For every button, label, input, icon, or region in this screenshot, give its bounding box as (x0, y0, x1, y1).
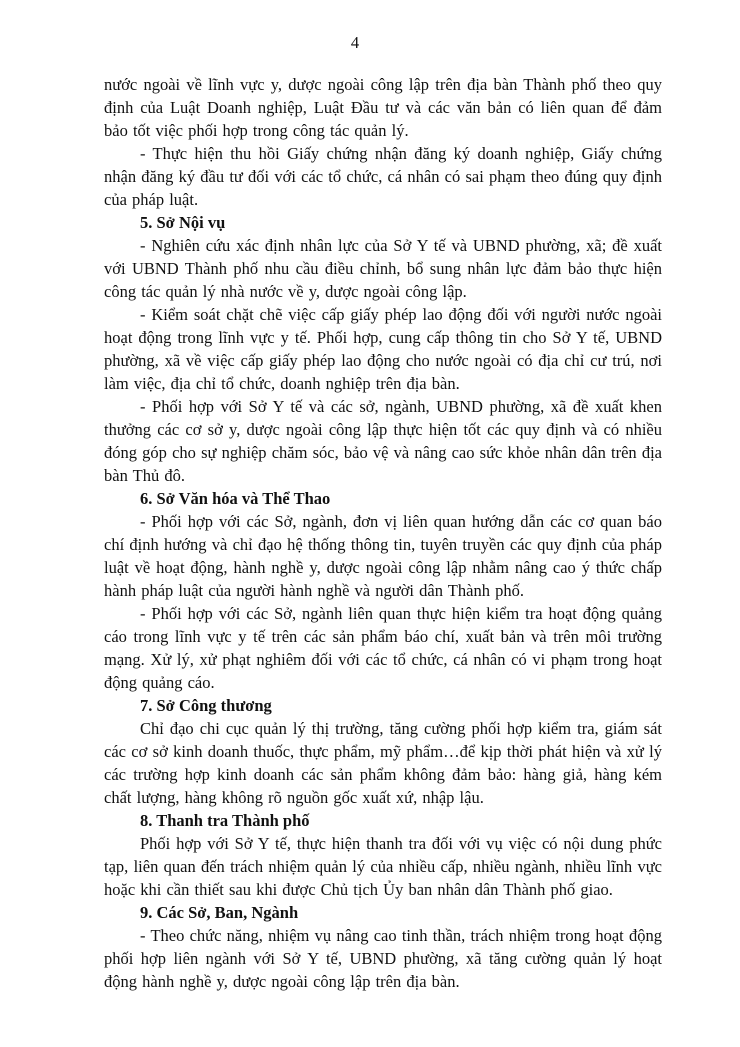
section-heading-7: 7. Sở Công thương (140, 696, 272, 715)
page-number (104, 33, 606, 53)
paragraph: - Theo chức năng, nhiệm vụ nâng cao tinh thần, trách nhiệm trong hoạt động phối hợp liên ngành với Sở Y tế, UBND phường, xã tăng cường quản lý hoạt động hành nghề y, dược ngoài công lập trên địa bàn. (104, 926, 662, 991)
paragraph: - Phối hợp với các Sở, ngành, đơn vị liên quan hướng dẫn các cơ quan báo chí định hướng và chỉ đạo hệ thống thông tin, tuyên truyền các quy định của pháp luật về hoạt động, hành nghề y, dược ngoài công lập nhằm nâng cao ý thức chấp hành pháp luật của người hành nghề và người dân Thành phố. (104, 512, 662, 600)
paragraph-continuation: nước ngoài về lĩnh vực y, dược ngoài công lập trên địa bàn Thành phố theo quy định của Luật Doanh nghiệp, Luật Đầu tư và các văn bản có liên quan để đảm bảo tốt việc phối hợp trong công tác quản lý. (104, 75, 662, 140)
section-heading-5: 5. Sở Nội vụ (140, 213, 226, 232)
page-number-text: 4 (350, 33, 360, 52)
paragraph: - Kiểm soát chặt chẽ việc cấp giấy phép lao động đối với người nước ngoài hoạt động trong lĩnh vực y tế. Phối hợp, cung cấp thông tin cho Sở Y tế, UBND phường, xã về việc cấp giấy phép lao động cho nước ngoài có địa chỉ cư trú, nơi làm việc, địa chỉ tổ chức, doanh nghiệp trên địa bàn. (104, 305, 662, 393)
paragraph: - Phối hợp với các Sở, ngành liên quan thực hiện kiểm tra hoạt động quảng cáo trong lĩnh vực y tế trên các sản phẩm báo chí, xuất bản và trên môi trường mạng. Xử lý, xử phạt nghiêm đối với các tổ chức, cá nhân có vi phạm trong hoạt động quảng cáo. (104, 604, 662, 692)
paragraph: - Thực hiện thu hồi Giấy chứng nhận đăng ký doanh nghiệp, Giấy chứng nhận đăng ký đầu tư đối với các tổ chức, cá nhân có sai phạm theo đúng quy định của pháp luật. (104, 144, 662, 209)
section-heading-9: 9. Các Sở, Ban, Ngành (140, 903, 299, 922)
section-heading-8: 8. Thanh tra Thành phố (140, 811, 310, 830)
paragraph: - Phối hợp với Sở Y tế và các sở, ngành, UBND phường, xã đề xuất khen thưởng các cơ sở y, dược ngoài công lập thực hiện tốt các quy định và có nhiều đóng góp cho sự nghiệp chăm sóc, bảo vệ và nâng cao sức khỏe nhân dân trên địa bàn Thủ đô. (104, 397, 662, 485)
paragraph: - Nghiên cứu xác định nhân lực của Sở Y tế và UBND phường, xã; đề xuất với UBND Thành phố nhu cầu điều chỉnh, bổ sung nhân lực đảm bảo thực hiện công tác quản lý nhà nước về y, dược ngoài công lập. (104, 236, 662, 301)
section-heading-6: 6. Sở Văn hóa và Thể Thao (140, 489, 331, 508)
paragraph: Chỉ đạo chi cục quản lý thị trường, tăng cường phối hợp kiểm tra, giám sát các cơ sở kinh doanh thuốc, thực phẩm, mỹ phẩm…để kịp thời phát hiện và xử lý các trường hợp kinh doanh các sản phẩm không đảm bảo: hàng giả, hàng kém chất lượng, hàng không rõ nguồn gốc xuất xứ, nhập lậu. (104, 719, 662, 807)
paragraph: Phối hợp với Sở Y tế, thực hiện thanh tra đối với vụ việc có nội dung phức tạp, liên quan đến trách nhiệm quản lý của nhiều cấp, nhiều ngành, nhiều lĩnh vực hoặc khi cần thiết sau khi được Chủ tịch Ủy ban nhân dân Thành phố giao. (104, 834, 662, 899)
